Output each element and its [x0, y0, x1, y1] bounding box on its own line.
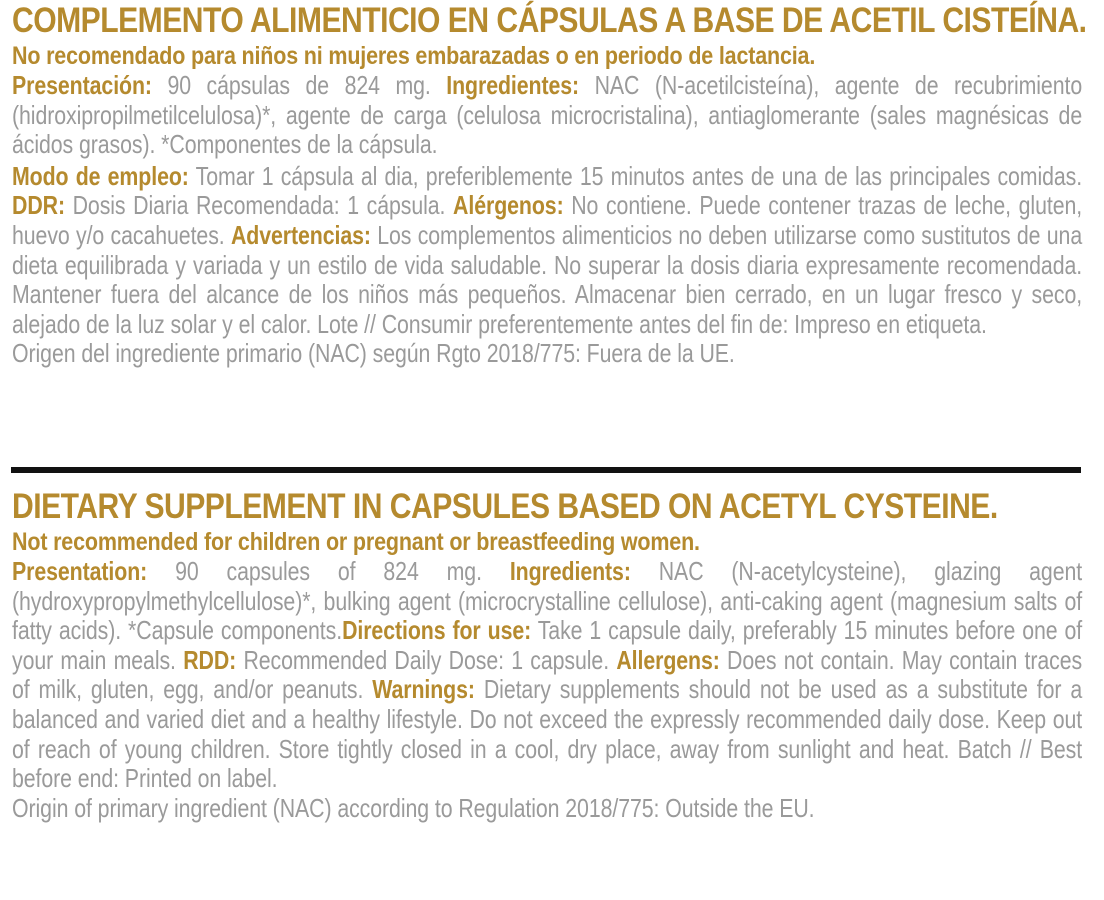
allergens-label: Alérgenos: [453, 190, 564, 221]
rdd-label: RDD: [183, 644, 237, 675]
spanish-title: COMPLEMENTO ALIMENTICIO EN CÁPSULAS A BASE DE ACETIL CISTEÍNA. [12, 1, 1087, 40]
ddr-text: Dosis Diaria Recomendada: 1 cápsula. [64, 190, 454, 221]
usage-label: Modo de empleo: [12, 160, 189, 191]
presentation-text: 90 capsules of 824 mg. [147, 556, 510, 586]
directions-label: Directions for use: [342, 615, 532, 646]
allergens-label: Allergens: [616, 644, 720, 675]
ddr-label: DDR: [12, 190, 65, 221]
english-body [12, 557, 1082, 823]
presentation-label: Presentation: [12, 556, 148, 586]
spanish-presentation-paragraph [12, 71, 1082, 160]
ingredients-label: Ingredients: [509, 556, 631, 586]
usage-text: Tomar 1 cápsula al dia, preferiblemente 15 minutos antes de una de las principales comidas. [188, 160, 1083, 191]
warnings-label: Advertencias: [230, 219, 371, 250]
spanish-body [12, 71, 1082, 369]
origin-text: Origen del ingrediente primario (NAC) según Rgto 2018/775: Fuera de la UE. [12, 338, 735, 369]
presentation-label: Presentación: [12, 70, 152, 100]
spanish-usage-paragraph [12, 162, 1082, 369]
warnings-text: Dietary supplements should not be used as a substitute for a balanced and varied diet and a healthy lifestyle. Do not exceed the expressly recommended daily dose. Keep out of reach of young children. Store tightly closed in a cool, dry place, away from sunlight and heat. Batch // Best before end: Printed on label. [12, 674, 1083, 794]
allergens-text: No contiene. Puede contener trazas de leche, gluten, huevo y/o cacahuetes. [12, 190, 1083, 250]
spanish-label-section [12, 0, 1087, 371]
english-title: DIETARY SUPPLEMENT IN CAPSULES BASED ON ACETYL CYSTEINE. [12, 487, 998, 526]
english-label-section [12, 486, 1082, 825]
spanish-warning: No recomendado para niños ni mujeres embarazadas o en periodo de lactancia. [12, 42, 816, 70]
english-warning: Not recommended for children or pregnant or breastfeeding women. [12, 528, 700, 556]
origin-text: Origin of primary ingredient (NAC) according to Regulation 2018/775: Outside the EU. [12, 792, 815, 823]
warnings-text: Los complementos alimenticios no deben utilizarse como sustitutos de una dieta equilibrada y variada y un estilo de vida saludable. No superar la dosis diaria expresamente recomendada. Mantener fuera del alcance de los niños más pequeños. Almacenar bien cerrado, en un lugar fresco y seco, alejado de la luz solar y el calor. Lote // Consumir preferentemente antes del fin de: Impreso en etiqueta. [12, 219, 1083, 339]
english-main-paragraph [12, 557, 1082, 823]
ingredients-label: Ingredientes: [446, 70, 580, 100]
directions-text: Take 1 capsule daily, preferably 15 minutes before one of your main meals. [12, 615, 1083, 675]
rdd-text: Recommended Daily Dose: 1 capsule. [236, 644, 617, 675]
section-divider [11, 467, 1081, 473]
warnings-label: Warnings: [372, 674, 475, 705]
allergens-text: Does not contain. May contain traces of milk, gluten, egg, and/or peanuts. [12, 644, 1083, 705]
presentation-text: 90 cápsulas de 824 mg. [151, 70, 447, 100]
ingredients-text: NAC (N-acetylcysteine), glazing agent (hydroxypropylmethylcellulose)*, bulking agent (microcrystalline cellulose), anti-caking agent (magnesium salts of fatty acids). *Capsule components. [12, 556, 1083, 646]
ingredients-text: NAC (N-acetilcisteína), agente de recubrimiento (hidroxipropilmetilcelulosa)*, agente de carga (celulosa microcristalina), antiaglomerante (sales magnésicas de ácidos grasos). *Componentes de la cápsula. [12, 70, 1083, 160]
